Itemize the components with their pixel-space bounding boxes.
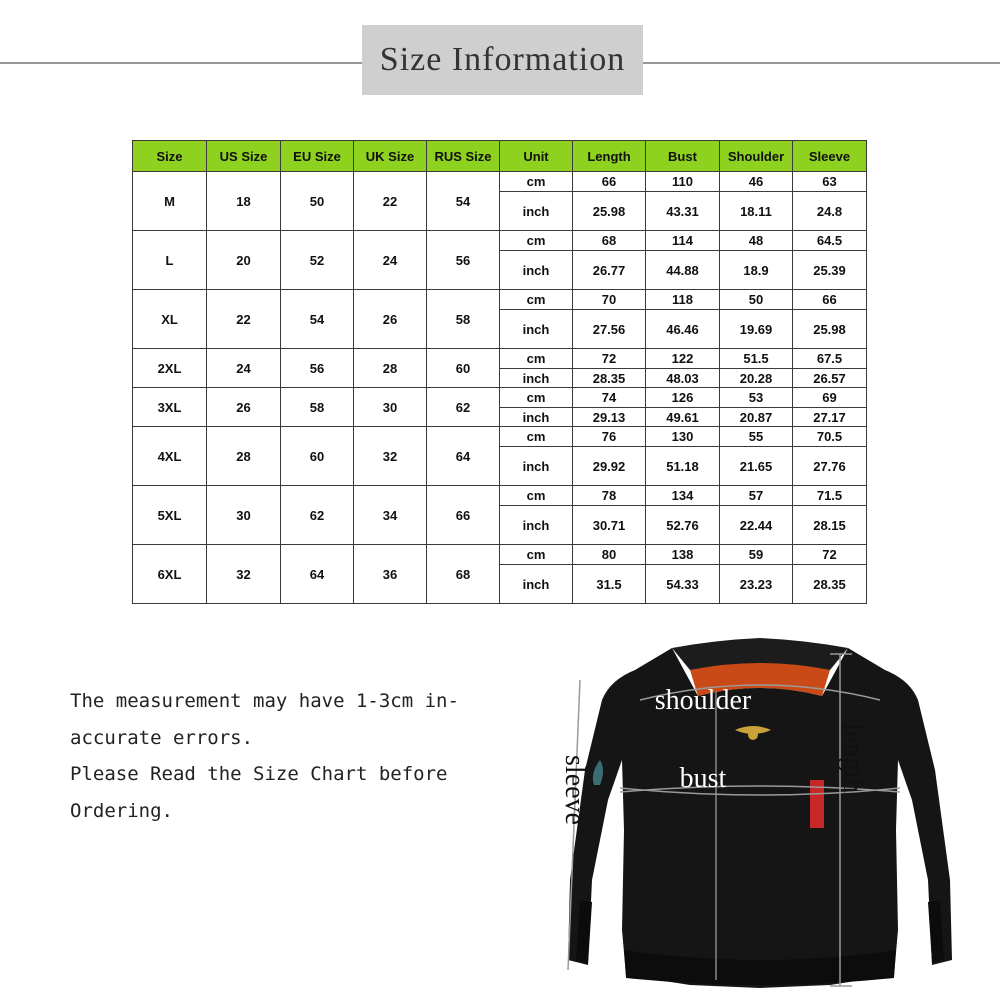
cell-rus: 56 xyxy=(427,231,500,290)
cell-unit: inch xyxy=(500,565,573,604)
cell-eu: 50 xyxy=(281,172,354,231)
bust-label: bust xyxy=(679,763,727,794)
cell-rus: 66 xyxy=(427,486,500,545)
cell-length: 29.92 xyxy=(573,447,646,486)
cell-shoulder: 59 xyxy=(720,545,793,565)
cell-shoulder: 53 xyxy=(720,388,793,408)
cell-bust: 130 xyxy=(646,427,720,447)
cell-eu: 62 xyxy=(281,486,354,545)
note-line: Ordering. xyxy=(70,799,173,822)
length-label: length xyxy=(837,723,868,793)
cell-size: XL xyxy=(133,290,207,349)
cell-bust: 51.18 xyxy=(646,447,720,486)
cell-unit: inch xyxy=(500,192,573,231)
measurement-note xyxy=(70,683,500,829)
cell-us: 24 xyxy=(207,349,281,388)
title-rule-right xyxy=(643,62,1000,64)
note-line: accurate errors. xyxy=(70,726,254,749)
cell-length: 29.13 xyxy=(573,408,646,427)
column-header: EU Size xyxy=(281,141,354,172)
column-header: Length xyxy=(573,141,646,172)
cell-shoulder: 19.69 xyxy=(720,310,793,349)
column-header: Bust xyxy=(646,141,720,172)
cell-bust: 43.31 xyxy=(646,192,720,231)
cell-size: 6XL xyxy=(133,545,207,604)
cell-bust: 126 xyxy=(646,388,720,408)
cell-sleeve: 25.98 xyxy=(793,310,867,349)
cell-uk: 34 xyxy=(354,486,427,545)
cell-uk: 36 xyxy=(354,545,427,604)
table-row xyxy=(133,427,867,447)
cell-length: 27.56 xyxy=(573,310,646,349)
note-line: The measurement may have 1-3cm in- xyxy=(70,690,459,712)
cell-uk: 28 xyxy=(354,349,427,388)
cell-uk: 22 xyxy=(354,172,427,231)
cell-us: 30 xyxy=(207,486,281,545)
cell-unit: cm xyxy=(500,231,573,251)
cell-length: 26.77 xyxy=(573,251,646,290)
cell-length: 70 xyxy=(573,290,646,310)
cell-unit: cm xyxy=(500,427,573,447)
cell-bust: 52.76 xyxy=(646,506,720,545)
cell-eu: 58 xyxy=(281,388,354,427)
cell-unit: inch xyxy=(500,447,573,486)
column-header: UK Size xyxy=(354,141,427,172)
cell-length: 28.35 xyxy=(573,369,646,388)
cell-shoulder: 51.5 xyxy=(720,349,793,369)
cell-shoulder: 50 xyxy=(720,290,793,310)
cell-length: 76 xyxy=(573,427,646,447)
cell-unit: inch xyxy=(500,369,573,388)
column-header: Unit xyxy=(500,141,573,172)
cell-bust: 110 xyxy=(646,172,720,192)
cell-sleeve: 69 xyxy=(793,388,867,408)
cell-size: M xyxy=(133,172,207,231)
table-row xyxy=(133,545,867,565)
cell-bust: 138 xyxy=(646,545,720,565)
cell-eu: 64 xyxy=(281,545,354,604)
cell-uk: 30 xyxy=(354,388,427,427)
cell-unit: cm xyxy=(500,486,573,506)
cell-uk: 26 xyxy=(354,290,427,349)
cell-unit: inch xyxy=(500,251,573,290)
cell-sleeve: 24.8 xyxy=(793,192,867,231)
cell-shoulder: 18.9 xyxy=(720,251,793,290)
cell-shoulder: 23.23 xyxy=(720,565,793,604)
cell-us: 22 xyxy=(207,290,281,349)
page-title: Size Information xyxy=(362,25,643,95)
cell-length: 78 xyxy=(573,486,646,506)
cell-length: 25.98 xyxy=(573,192,646,231)
cell-unit: cm xyxy=(500,172,573,192)
cell-unit: cm xyxy=(500,290,573,310)
column-header: Sleeve xyxy=(793,141,867,172)
cell-uk: 32 xyxy=(354,427,427,486)
cell-sleeve: 26.57 xyxy=(793,369,867,388)
cell-sleeve: 27.76 xyxy=(793,447,867,486)
cell-eu: 56 xyxy=(281,349,354,388)
cell-unit: inch xyxy=(500,408,573,427)
column-header: US Size xyxy=(207,141,281,172)
cell-size: 3XL xyxy=(133,388,207,427)
cell-rus: 64 xyxy=(427,427,500,486)
cell-bust: 54.33 xyxy=(646,565,720,604)
cell-length: 30.71 xyxy=(573,506,646,545)
cell-bust: 49.61 xyxy=(646,408,720,427)
column-header: Size xyxy=(133,141,207,172)
cell-uk: 24 xyxy=(354,231,427,290)
cell-sleeve: 28.15 xyxy=(793,506,867,545)
cell-us: 18 xyxy=(207,172,281,231)
cell-sleeve: 70.5 xyxy=(793,427,867,447)
cell-unit: inch xyxy=(500,310,573,349)
cell-sleeve: 67.5 xyxy=(793,349,867,369)
note-line: Please Read the Size Chart before xyxy=(70,763,448,785)
cell-bust: 118 xyxy=(646,290,720,310)
table-row xyxy=(133,388,867,408)
cell-unit: cm xyxy=(500,349,573,369)
jacket-illustration xyxy=(568,638,952,988)
table-row xyxy=(133,486,867,506)
cell-bust: 44.88 xyxy=(646,251,720,290)
cell-length: 31.5 xyxy=(573,565,646,604)
table-row xyxy=(133,290,867,310)
cell-shoulder: 57 xyxy=(720,486,793,506)
cell-sleeve: 66 xyxy=(793,290,867,310)
cell-us: 32 xyxy=(207,545,281,604)
cell-eu: 54 xyxy=(281,290,354,349)
cell-rus: 68 xyxy=(427,545,500,604)
column-header: Shoulder xyxy=(720,141,793,172)
table-row xyxy=(133,172,867,192)
cell-us: 28 xyxy=(207,427,281,486)
cell-sleeve: 27.17 xyxy=(793,408,867,427)
cell-shoulder: 46 xyxy=(720,172,793,192)
cell-shoulder: 21.65 xyxy=(720,447,793,486)
cell-eu: 60 xyxy=(281,427,354,486)
table-row xyxy=(133,349,867,369)
cell-size: 4XL xyxy=(133,427,207,486)
cell-shoulder: 48 xyxy=(720,231,793,251)
title-rule-left xyxy=(0,62,362,64)
cell-rus: 60 xyxy=(427,349,500,388)
sleeve-label: sleeve xyxy=(559,755,590,825)
cell-shoulder: 22.44 xyxy=(720,506,793,545)
cell-unit: cm xyxy=(500,388,573,408)
cell-eu: 52 xyxy=(281,231,354,290)
cell-rus: 54 xyxy=(427,172,500,231)
cell-sleeve: 63 xyxy=(793,172,867,192)
cell-rus: 58 xyxy=(427,290,500,349)
cell-sleeve: 72 xyxy=(793,545,867,565)
cell-length: 80 xyxy=(573,545,646,565)
cell-bust: 48.03 xyxy=(646,369,720,388)
cell-size: 2XL xyxy=(133,349,207,388)
cell-size: L xyxy=(133,231,207,290)
cell-shoulder: 20.28 xyxy=(720,369,793,388)
cell-sleeve: 25.39 xyxy=(793,251,867,290)
cell-bust: 134 xyxy=(646,486,720,506)
cell-unit: cm xyxy=(500,545,573,565)
cell-length: 66 xyxy=(573,172,646,192)
cell-shoulder: 20.87 xyxy=(720,408,793,427)
column-header: RUS Size xyxy=(427,141,500,172)
cell-bust: 122 xyxy=(646,349,720,369)
cell-bust: 114 xyxy=(646,231,720,251)
size-table xyxy=(132,140,867,604)
cell-unit: inch xyxy=(500,506,573,545)
cell-size: 5XL xyxy=(133,486,207,545)
cell-bust: 46.46 xyxy=(646,310,720,349)
table-row xyxy=(133,231,867,251)
shoulder-label: shoulder xyxy=(654,685,752,716)
cell-length: 72 xyxy=(573,349,646,369)
cell-shoulder: 18.11 xyxy=(720,192,793,231)
jacket-measurement-diagram xyxy=(540,630,980,1000)
cell-rus: 62 xyxy=(427,388,500,427)
cell-sleeve: 71.5 xyxy=(793,486,867,506)
cell-us: 26 xyxy=(207,388,281,427)
cell-sleeve: 28.35 xyxy=(793,565,867,604)
cell-shoulder: 55 xyxy=(720,427,793,447)
cell-sleeve: 64.5 xyxy=(793,231,867,251)
cell-length: 74 xyxy=(573,388,646,408)
cell-length: 68 xyxy=(573,231,646,251)
cell-us: 20 xyxy=(207,231,281,290)
table-header-row xyxy=(133,141,867,172)
